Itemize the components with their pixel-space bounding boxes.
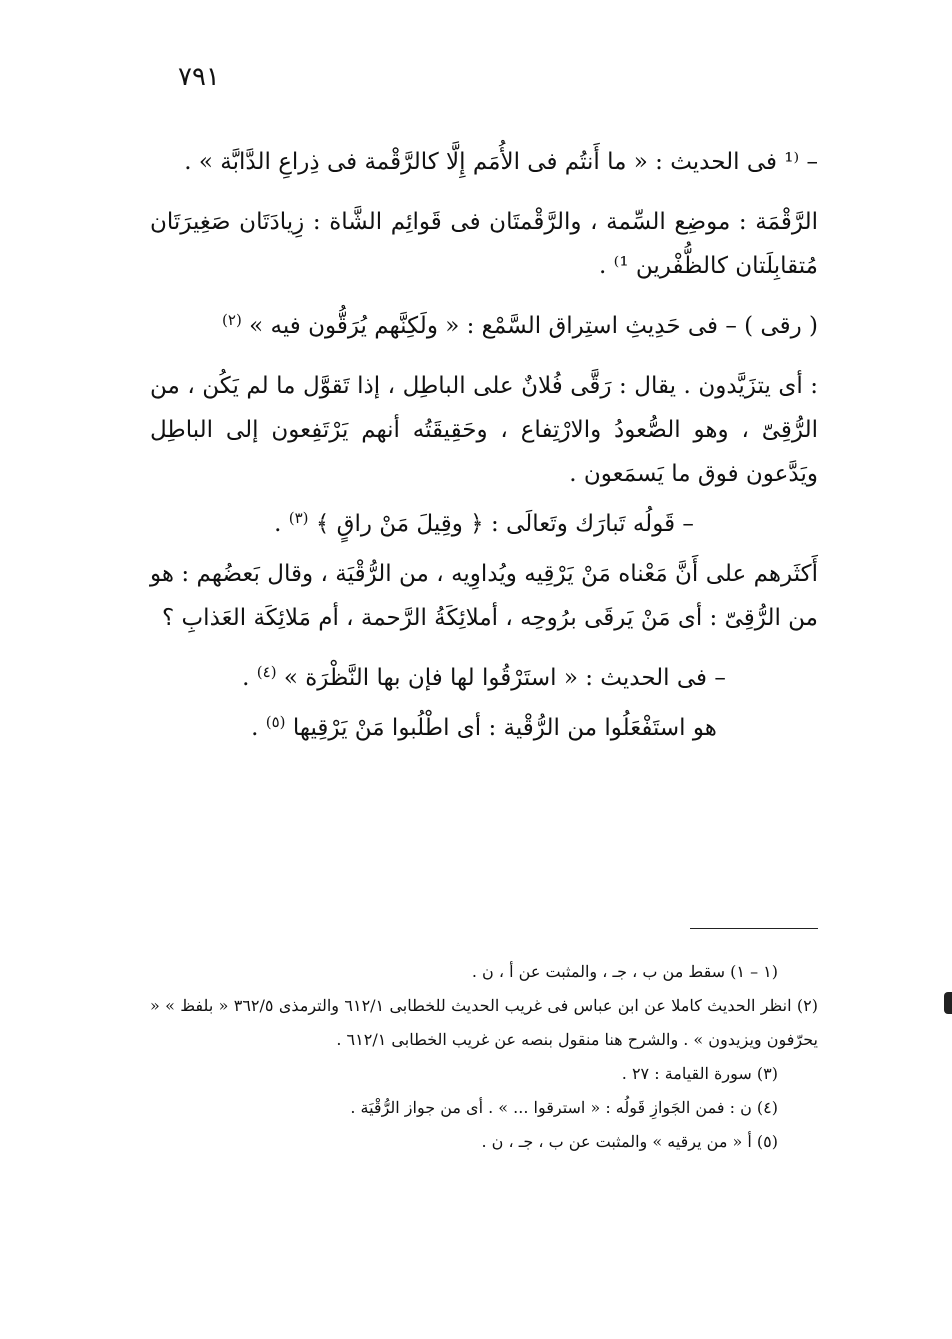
footnote-ref-4: (٤) [256, 663, 277, 681]
footnote-1: (١ – ١) سقط من ب ، جـ ، والمثبت عن أ ، ن . [471, 962, 778, 981]
paragraph-1: – ⁽¹ فى الحديث : « ما أَنتُم فى الأُمَم إِلَّا كالرَّقْمة فى ذِراعِ الدَّابَّة » . [184, 149, 818, 175]
footnote-5: (٥) أ « من يرقيه » والمثبت عن ب ، جـ ، ن . [481, 1132, 778, 1151]
footnote-ref-2: (٢) [222, 311, 242, 329]
paragraph-8-text: هو استَفْعَلُوا من الرُّقْية : أى اطْلُبوا مَنْ يَرْقِيها [292, 715, 717, 741]
paragraph-4: : أى يتزَيَّدون . يقال : رَقَّى فُلانٌ على الباطِل ، إذا تَقوَّل ما لم يَكُن ، من الرُّقِىّ ، وهو الصُّعودُ والارْتِفاع ، وحَقِيقَتُه أنهم يَرْتَفِعون إلى الباطِل ويَدَّعون فوق ما يَسمَعون . [150, 373, 818, 487]
main-text [150, 140, 818, 756]
footnote-ref-5: (٥) [265, 713, 286, 731]
page-edge-mark [944, 992, 952, 1014]
paragraph-5 [150, 502, 818, 546]
footnote-2: (٢) انظر الحديث كاملا عن ابن عباس فى غريب الحديث للخطابى ٦١٢/١ والترمذى ٣٦٢/٥ « بلفظ » « يحرّفون ويزيدون » . والشرح هنا منقول بنصه عن غريب الخطابى ٦١٢/١ . [150, 996, 818, 1049]
paragraph-2: الرَّقْمَة : موضِع السِّمة ، والرَّقْمتَان فى قَوائِم الشَّاة : زِيادَتَان صَغِيرَتَان مُتقابِلَتان كالظُّفْرين ¹⁾ . [150, 209, 818, 279]
paragraph-7 [150, 656, 818, 700]
paragraph-7-end: . [242, 665, 250, 691]
paragraph-6: أَكثَرهم على أَنَّ مَعْناه مَنْ يَرْقِيه ويُداوِيه ، من الرُّقْيَة ، وقال بَعضُهم : هو من الرُّقِىّ : أى مَنْ يَرقَى برُوحِه ، أملائِكَةُ الرَّحمة ، أم مَلائِكَة العَذابِ ؟ [150, 561, 818, 631]
paragraph-7-text: – فى الحديث : « استَرْقُوا لها فإن بها النَّظْرَة » [283, 665, 726, 691]
footnote-ref-3: (٣) [288, 509, 309, 527]
paragraph-3 [150, 304, 818, 348]
footnote-divider [690, 928, 818, 929]
footnote-3: (٣) سورة القيامة : ٢٧ . [621, 1064, 778, 1083]
paragraph-5-end: . [274, 511, 282, 537]
footnote-4: (٤) ن : فمن الجَوازِ قَولُه : « استرقوا ... » . أى من جواز الرُّقْيَة . [350, 1098, 778, 1117]
paragraph-8-end: . [251, 715, 259, 741]
page-number: ٧٩١ [178, 62, 220, 92]
paragraph-3-text: ( رقى ) – فى حَدِيثِ استِراق السَّمْع : « ولَكِنَّهم يُرَقُّون فيه » [249, 313, 818, 339]
footnotes [150, 955, 818, 1159]
paragraph-8 [150, 706, 818, 750]
paragraph-5-text: – قَولُه تَبارَك وتَعالَى : ﴿ وقِيلَ مَنْ راقٍ ﴾ [315, 511, 694, 537]
